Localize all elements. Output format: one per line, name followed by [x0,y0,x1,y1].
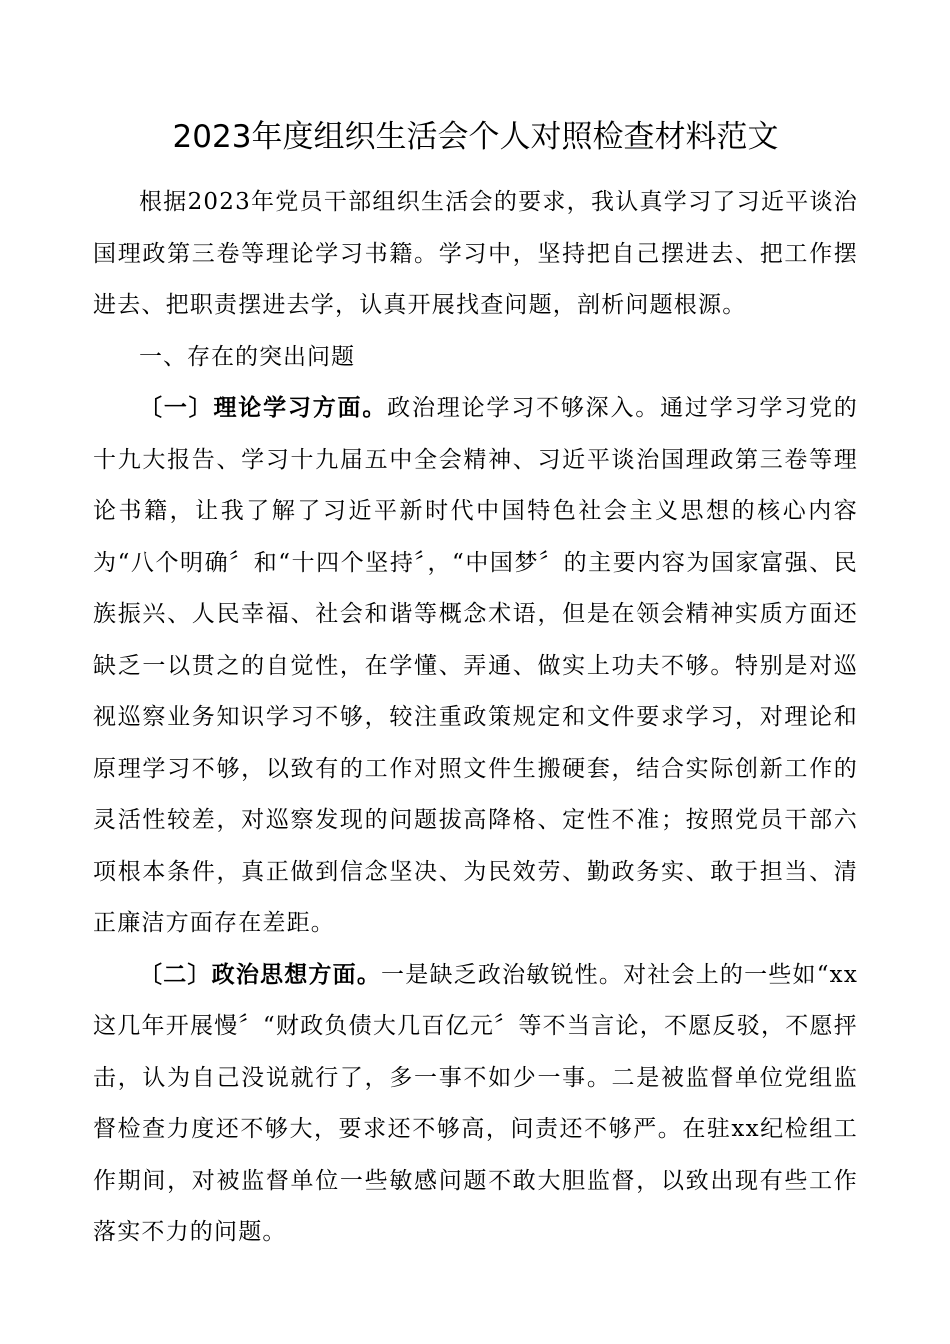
item-lead: 〔一〕理论学习方面。 [139,395,388,421]
item-body: 一是缺乏政治敏锐性。对社会上的一些如“xx这几年开展慢〞“财政负债大几百亿元〞等不当言论，不愿反驳，不愿抨击，认为自己没说就行了，多一事不如少一事。二是被监督单位党组监督检查力度还不够大，要求还不够高，问责还不够严。在驻xx纪检组工作期间，对被监督单位一些敏感问题不敢大胆监督，以致出现有些工作落实不力的问题。 [93,961,859,1245]
item-lead: 〔二〕政治思想方面。 [139,961,382,988]
section-heading-problems: 一、存在的突出问题 [139,343,355,370]
document-title: 2023年度组织生活会个人对照检查材料范文 [172,119,779,155]
item-body: 政治理论学习不够深入。通过学习学习党的十九大报告、学习十九届五中全会精神、习近平谈治国理政第三卷等理论书籍，让我了解了习近平新时代中国特色社会主义思想的核心内容为“八个明确〞和“十四个坚持〞，“中国梦〞的主要内容为国家富强、民族振兴、人民幸福、社会和谐等概念术语，但是在领会精神实质方面还缺乏一以贯之的自觉性，在学懂、弄通、做实上功夫不够。特别是对巡视巡察业务知识学习不够，较注重政策规定和文件要求学习，对理论和原理学习不够，以致有的工作对照文件生搬硬套，结合实际创新工作的灵活性较差，对巡察发现的问题拔高降格、定性不准；按照党员干部六项根本条件，真正做到信念坚决、为民效劳、勤政务实、敢于担当、清正廉洁方面存在差距。 [93,395,858,936]
item-theory-study [93,383,858,950]
intro-paragraph: 根据2023年党员干部组织生活会的要求，我认真学习了习近平谈治国理政第三卷等理论学习书籍。学习中，坚持把自己摆进去、把工作摆进去、把职责摆进去学，认真开展找查问题，剖析问题根源。 [93,189,858,318]
item-political-thought [93,950,858,1259]
document-page [93,115,858,1259]
